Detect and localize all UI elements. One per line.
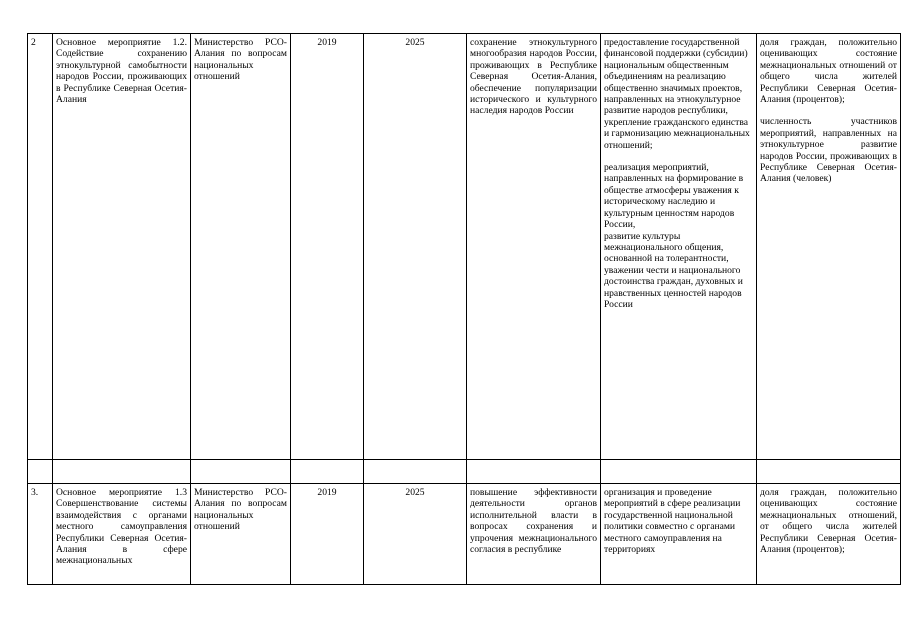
action-paragraph: реализация мероприятий, направленных на формирование в обществе атмосферы уважения к историческому наследию и культурным ценностям народов России, развитие культуры межнационального общения, основанной на толерантности, уважении чести и национального достоинства граждан, духовных и нравственных ценностей народов России bbox=[604, 162, 744, 310]
main-actions bbox=[601, 34, 757, 460]
row-number: 2 bbox=[28, 34, 53, 460]
program-table bbox=[27, 33, 901, 585]
table-row bbox=[28, 484, 901, 585]
executor: Министерство РСО-Алания по вопросам национальных отношений bbox=[191, 34, 291, 460]
event-name: Основное мероприятие 1.3 Совершенствование системы взаимодействия с органами местного самоуправления Республики Северная Осетия-Алания в сфере межнациональных bbox=[53, 484, 191, 585]
indicator-paragraph: доля граждан, положительно оценивающих состояние межнациональных отношений от общего числа жителей Республики Северная Осетия-Алания (процентов); bbox=[760, 37, 897, 106]
indicators bbox=[757, 34, 901, 460]
executor: Министерство РСО-Алания по вопросам национальных отношений bbox=[191, 484, 291, 585]
start-year: 2019 bbox=[291, 34, 364, 460]
row-gap bbox=[28, 460, 901, 484]
event-name: Основное мероприятие 1.2. Содействие сохранению этнокультурной самобытности народов России, проживающих в Республике Северная Осетия-Алания bbox=[53, 34, 191, 460]
indicator-paragraph: численность участников мероприятий, направленных на этнокультурное развитие народов России, проживающих в Республике Северная Осетия-Алания (человек) bbox=[760, 116, 897, 185]
action-paragraph: предоставление государственной финансовой поддержки (субсидии) национальным общественным объединениям на реализацию общественно значимых проектов, направленных на этнокультурное развитие народов республики, укрепление гражданского единства и гармонизацию межнациональных отношений; bbox=[604, 37, 750, 151]
indicators bbox=[757, 484, 901, 585]
row-number: 3. bbox=[28, 484, 53, 585]
document-page bbox=[27, 33, 897, 585]
main-actions bbox=[601, 484, 757, 585]
action-paragraph: организация и проведение мероприятий в сфере реализации государственной национальной политики совместно с органами местного самоуправления на территориях bbox=[604, 487, 741, 556]
expected-result: повышение эффективности деятельности органов исполнительной власти в вопросах сохранения и упрочения межнационального согласия в республике bbox=[467, 484, 601, 585]
indicator-paragraph: доля граждан, положительно оценивающих состояние межнациональных отношений, от общего числа жителей Республики Северная Осетия-Алания (процентов); bbox=[760, 487, 897, 556]
table-row bbox=[28, 34, 901, 460]
start-year: 2019 bbox=[291, 484, 364, 585]
end-year: 2025 bbox=[364, 34, 467, 460]
expected-result: сохранение этнокультурного многообразия народов России, проживающих в Республике Северная Осетия-Алания, обеспечение популяризации исторического и культурного наследия народов России bbox=[467, 34, 601, 460]
end-year: 2025 bbox=[364, 484, 467, 585]
